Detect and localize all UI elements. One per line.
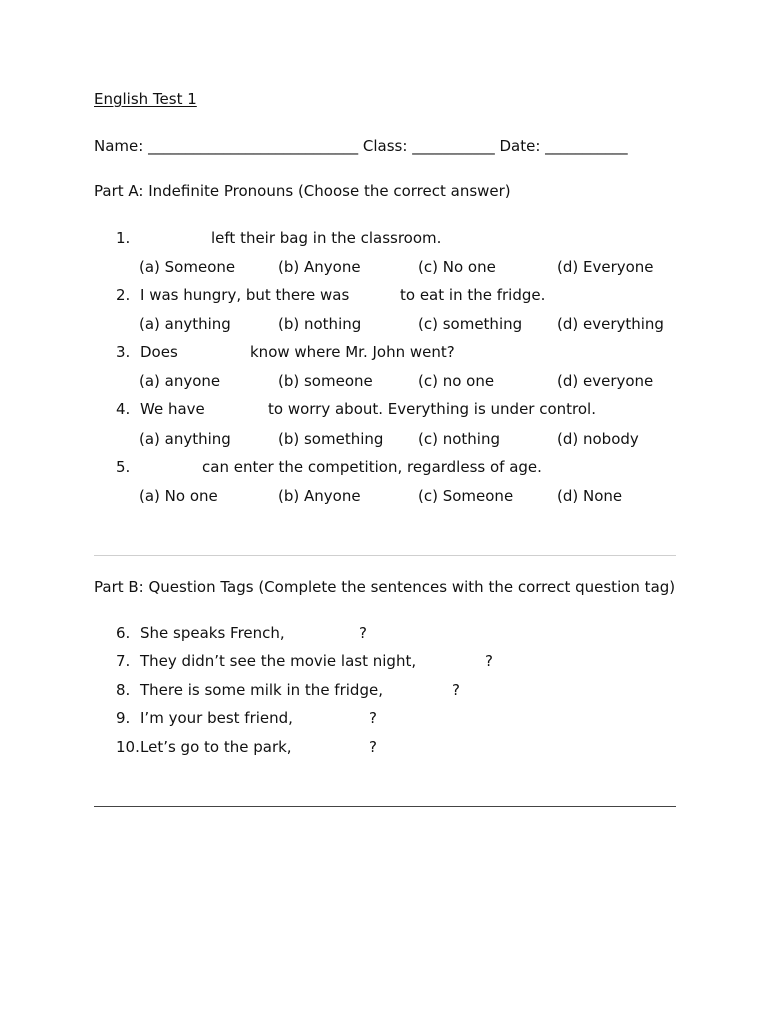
question-end: ?: [359, 624, 367, 642]
question-text: She speaks French,: [140, 624, 285, 642]
q1-option-c[interactable]: (c) No one: [418, 258, 496, 276]
q5-option-a[interactable]: (a) No one: [139, 487, 218, 505]
name-field[interactable]: ____________________________: [148, 137, 359, 155]
q3-option-b[interactable]: (b) someone: [278, 372, 373, 390]
q5-option-b[interactable]: (b) Anyone: [278, 487, 361, 505]
q5-option-d[interactable]: (d) None: [557, 487, 623, 505]
q4-option-d[interactable]: (d) nobody: [557, 430, 639, 448]
question-end: ?: [485, 652, 493, 670]
question-6: [116, 624, 676, 644]
question-text-after: can enter the competition, regardless of age.: [202, 458, 542, 476]
date-label: Date:: [499, 137, 541, 155]
question-text-after: know where Mr. John went?: [250, 343, 455, 361]
question-text-before: Does: [140, 343, 178, 361]
part-a-heading: Part A: Indefinite Pronouns (Choose the correct answer): [94, 182, 511, 200]
question-10: [116, 738, 676, 758]
bottom-divider: [94, 806, 676, 807]
class-label: Class:: [362, 137, 408, 155]
q3-option-a[interactable]: (a) anyone: [139, 372, 221, 390]
question-number: 7.: [116, 652, 131, 670]
question-text-before: I was hungry, but there was: [140, 286, 350, 304]
class-field[interactable]: ___________: [412, 137, 495, 155]
q1-option-d[interactable]: (d) Everyone: [557, 258, 654, 276]
question-8: [116, 681, 676, 701]
question-end: ?: [369, 738, 377, 756]
name-label: Name:: [94, 137, 144, 155]
student-info-line: [94, 137, 628, 155]
question-number: 9.: [116, 709, 131, 727]
q2-option-a[interactable]: (a) anything: [139, 315, 231, 333]
question-text: I’m your best friend,: [140, 709, 293, 727]
q1-option-a[interactable]: (a) Someone: [139, 258, 236, 276]
q4-option-a[interactable]: (a) anything: [139, 430, 231, 448]
q4-option-c[interactable]: (c) nothing: [418, 430, 500, 448]
question-text: There is some milk in the fridge,: [140, 681, 383, 699]
question-number: 10.: [116, 738, 140, 756]
question-number: 2.: [116, 286, 131, 304]
q2-option-c[interactable]: (c) something: [418, 315, 523, 333]
q2-option-d[interactable]: (d) everything: [557, 315, 664, 333]
q5-option-c[interactable]: (c) Someone: [418, 487, 514, 505]
q3-option-c[interactable]: (c) no one: [418, 372, 495, 390]
question-3: [116, 343, 676, 363]
q4-option-b[interactable]: (b) something: [278, 430, 384, 448]
question-text-before: We have: [140, 400, 205, 418]
question-end: ?: [452, 681, 460, 699]
page-title: English Test 1: [94, 90, 197, 108]
q2-option-b[interactable]: (b) nothing: [278, 315, 362, 333]
question-number: 4.: [116, 400, 131, 418]
question-text-after: left their bag in the classroom.: [211, 229, 442, 247]
question-1: [116, 229, 676, 249]
question-text: They didn’t see the movie last night,: [140, 652, 417, 670]
question-number: 6.: [116, 624, 131, 642]
q1-option-b[interactable]: (b) Anyone: [278, 258, 361, 276]
question-7: [116, 652, 676, 672]
question-number: 8.: [116, 681, 131, 699]
question-5: [116, 458, 676, 478]
question-text-after: to worry about. Everything is under control.: [268, 400, 596, 418]
part-b-heading: Part B: Question Tags (Complete the sentences with the correct question tag): [94, 578, 676, 596]
question-text: Let’s go to the park,: [140, 738, 292, 756]
section-divider: [94, 555, 676, 556]
question-text-after: to eat in the fridge.: [400, 286, 546, 304]
q3-option-d[interactable]: (d) everyone: [557, 372, 654, 390]
question-number: 1.: [116, 229, 131, 247]
question-2: [116, 286, 676, 306]
question-4: [116, 400, 676, 420]
question-number: 5.: [116, 458, 131, 476]
question-number: 3.: [116, 343, 131, 361]
question-9: [116, 709, 676, 729]
question-end: ?: [369, 709, 377, 727]
date-field[interactable]: ___________: [545, 137, 628, 155]
